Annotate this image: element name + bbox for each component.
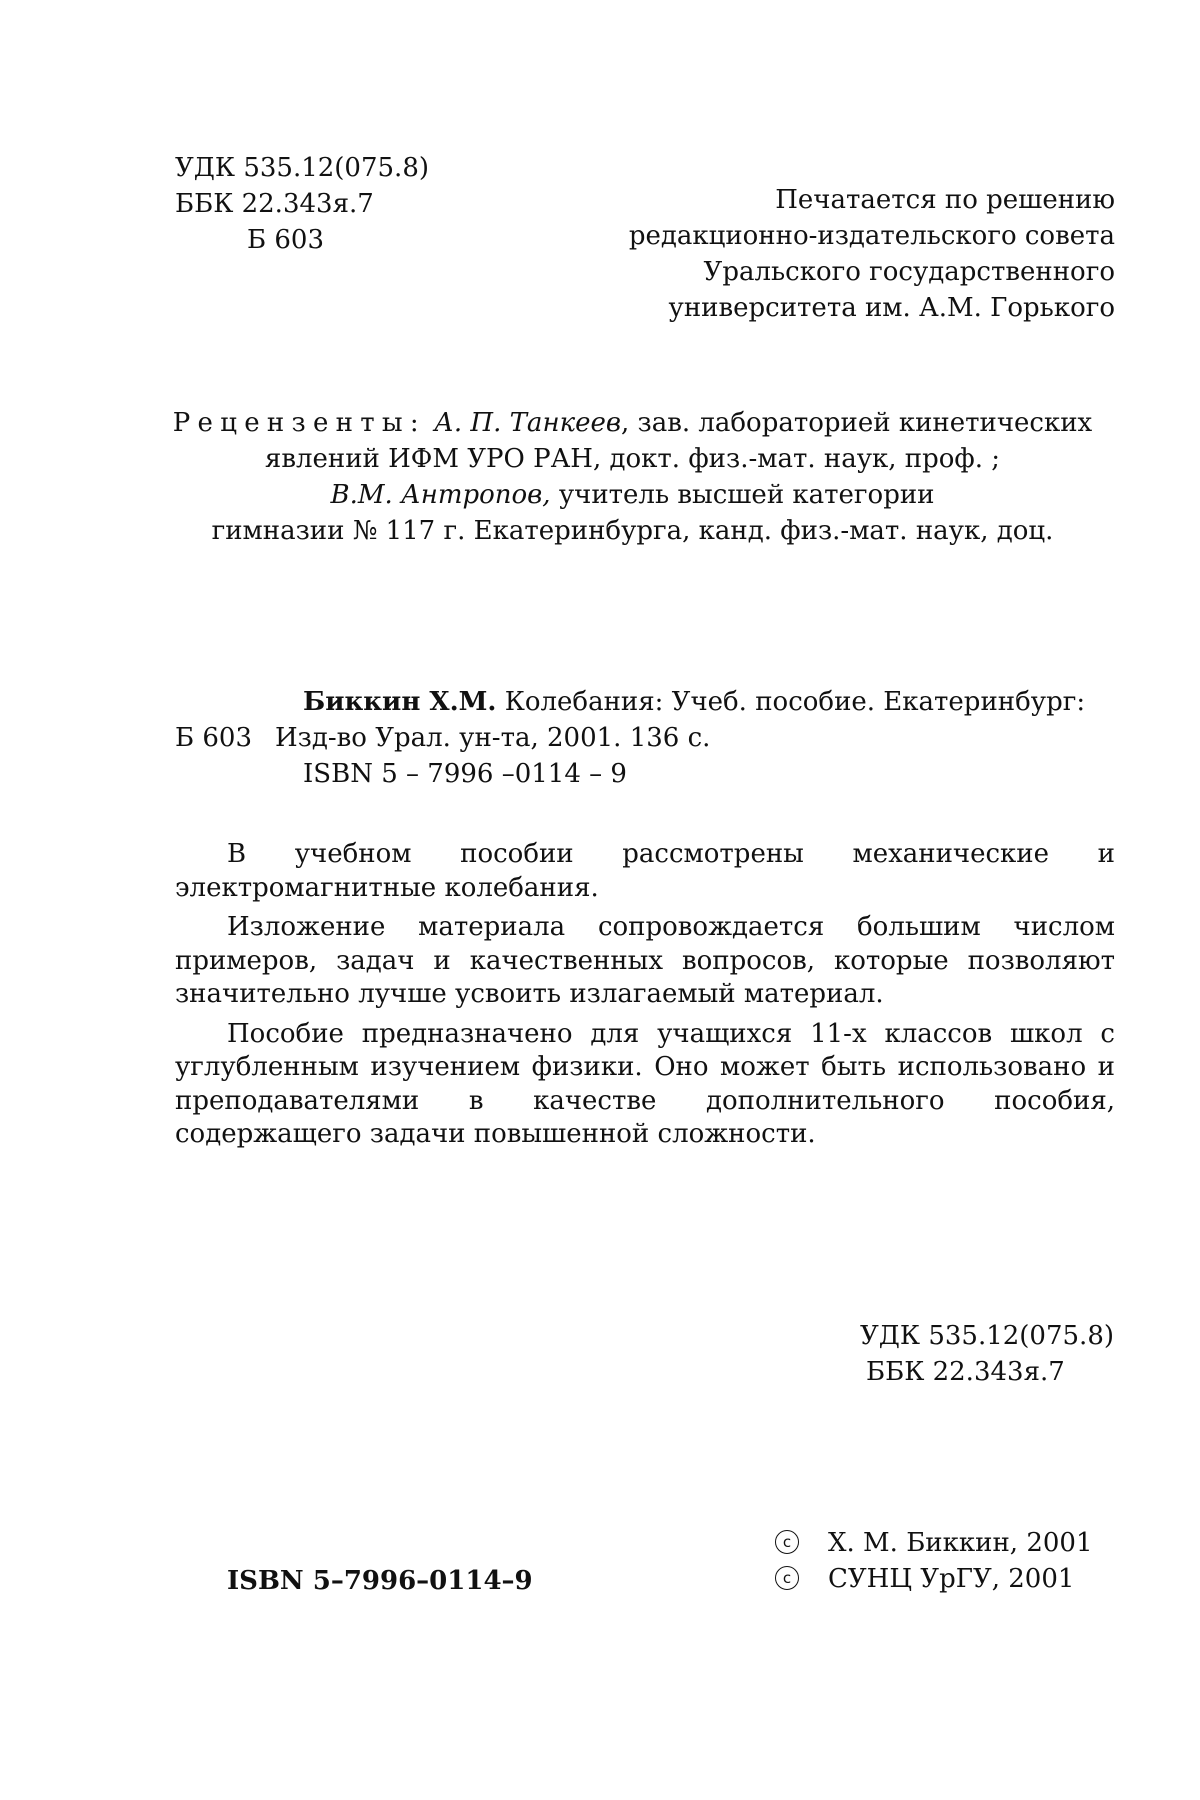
- biblio-code: Б 603: [175, 723, 252, 753]
- publisher-note-line: редакционно-издательского совета: [628, 221, 1115, 251]
- copyright-line: [775, 1525, 1105, 1561]
- biblio-publisher: Изд-во Урал. ун-та, 2001. 136 с.: [275, 723, 711, 753]
- reviewer-affiliation: , зав. лабораторией кинетических: [621, 408, 1093, 438]
- isbn-number: ISBN 5–7996–0114–9: [227, 1566, 533, 1596]
- publisher-note-line: Печатается по решению: [775, 185, 1115, 215]
- bibliographic-record: [175, 684, 1120, 792]
- publisher-note: [560, 182, 1115, 326]
- copyright-holder: Х. М. Биккин, 2001: [828, 1528, 1093, 1558]
- top-classification-block: [175, 150, 475, 258]
- biblio-line: [175, 684, 1120, 720]
- reviewer-affiliation: учитель высшей категории: [550, 480, 935, 510]
- biblio-author: Биккин Х.М.: [303, 687, 497, 717]
- abstract: [175, 838, 1115, 1158]
- abstract-paragraph: Изложение материала сопровождается большим числом примеров, задач и качественных вопросов, которые позволяют значительно лучше усвоить излагаемый материал.: [175, 912, 1115, 1009]
- copyright-holder: СУНЦ УрГУ, 2001: [828, 1564, 1075, 1594]
- reviewer-line: гимназии № 117 г. Екатеринбурга, канд. физ.-мат. наук, доц.: [211, 516, 1054, 546]
- reviewers-label: Рецензенты:: [172, 408, 426, 438]
- publisher-note-line: Уральского государственного: [703, 257, 1115, 287]
- reviewer-name: В.М. Антропов,: [330, 480, 551, 510]
- udk-code: УДК 535.12(075.8): [175, 153, 430, 183]
- copyright-icon: c: [775, 1530, 799, 1554]
- reviewer-line: явлений ИФМ УРО РАН, докт. физ.-мат. наук, проф. ;: [264, 444, 1001, 474]
- reviewer-line: [150, 405, 1115, 441]
- copyright-line: [775, 1561, 1105, 1597]
- bottom-classification-block: [860, 1318, 1120, 1390]
- copyright-icon: c: [775, 1566, 799, 1590]
- reviewer-line: [150, 477, 1115, 513]
- biblio-line: [175, 720, 1120, 756]
- bbk-code: ББК 22.343я.7: [866, 1357, 1065, 1387]
- abstract-paragraph: Пособие предназначено для учащихся 11-х классов школ с углубленным изучением физики. Оно может быть использовано и преподавателями в качестве дополнительного пособия, содержащего задачи повышенной сложности.: [175, 1018, 1115, 1149]
- copyright-block: [775, 1525, 1105, 1597]
- abstract-paragraph: В учебном пособии рассмотрены механические и электромагнитные колебания.: [175, 839, 1115, 903]
- udk-code: УДК 535.12(075.8): [860, 1321, 1115, 1351]
- author-index: Б 603: [247, 225, 324, 255]
- bbk-code: ББК 22.343я.7: [175, 189, 374, 219]
- publisher-note-line: университета им. А.М. Горького: [668, 293, 1115, 323]
- biblio-line: [175, 756, 1120, 792]
- biblio-title: Колебания: Учеб. пособие. Екатеринбург:: [496, 687, 1086, 717]
- reviewers-block: [150, 405, 1115, 549]
- biblio-isbn: ISBN 5 – 7996 –0114 – 9: [303, 759, 627, 789]
- reviewer-name: А. П. Танкеев: [434, 408, 621, 438]
- biblio-title-line: [303, 684, 1085, 720]
